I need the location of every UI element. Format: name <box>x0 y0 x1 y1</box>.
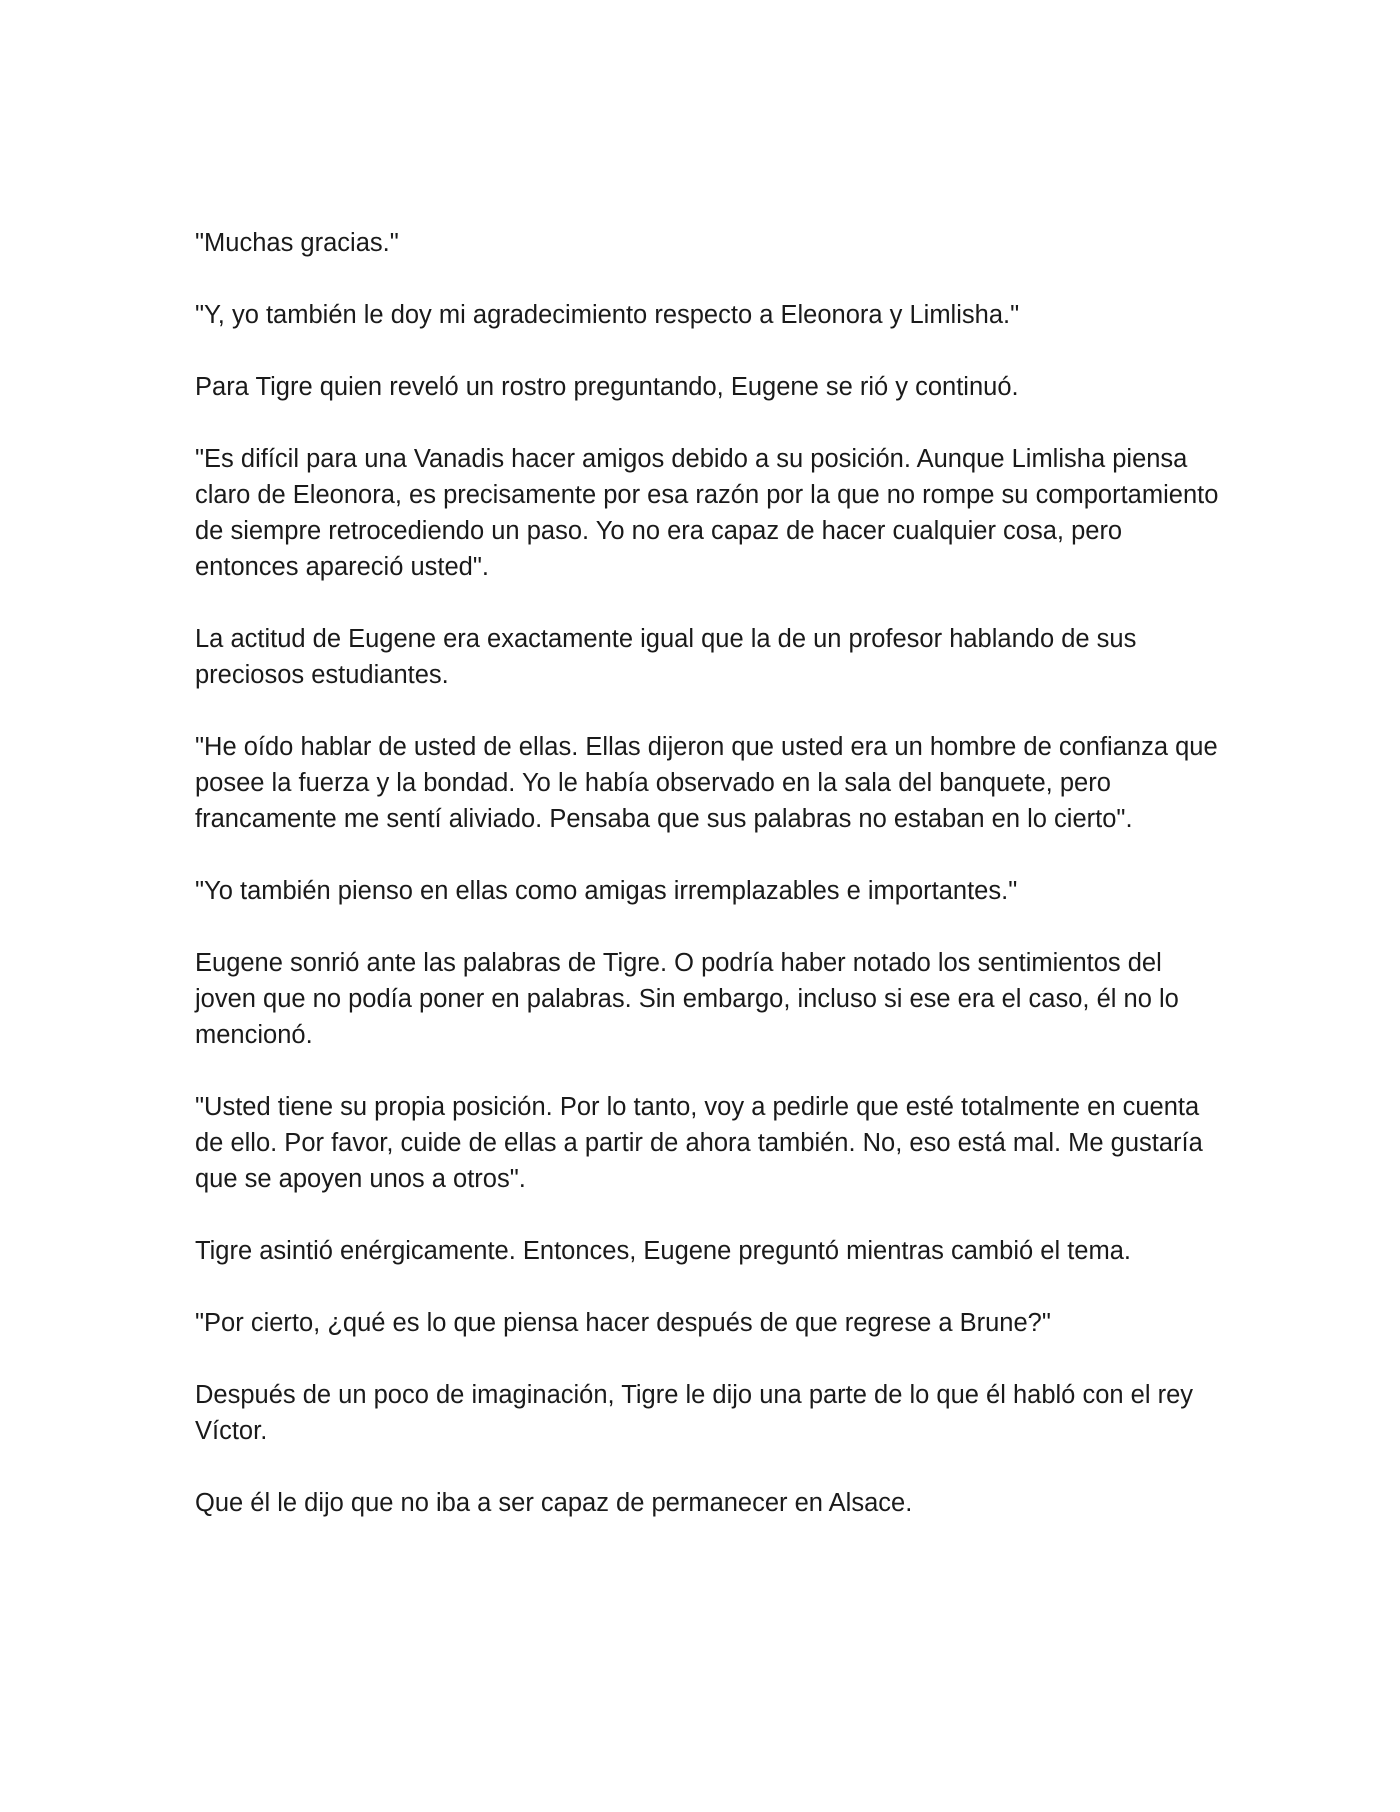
paragraph: Tigre asintió enérgicamente. Entonces, Eugene preguntó mientras cambió el tema. <box>195 1237 1131 1265</box>
paragraph: "Usted tiene su propia posición. Por lo tanto, voy a pedirle que esté totalmente en cuenta de ello. Por favor, cuide de ellas a partir de ahora también. No, eso está mal. Me gustaría que se apoyen unos a otros". <box>195 1093 1203 1193</box>
paragraph: "He oído hablar de usted de ellas. Ellas dijeron que usted era un hombre de confianza que posee la fuerza y la bondad. Yo le había observado en la sala del banquete, pero francamente me sentí aliviado. Pensaba que sus palabras no estaban en lo cierto". <box>195 733 1218 833</box>
paragraph: Eugene sonrió ante las palabras de Tigre. O podría haber notado los sentimientos del joven que no podía poner en palabras. Sin embargo, incluso si ese era el caso, él no lo mencionó. <box>195 949 1179 1049</box>
paragraph: "Y, yo también le doy mi agradecimiento respecto a Eleonora y Limlisha." <box>195 301 1020 329</box>
paragraph: Que él le dijo que no iba a ser capaz de permanecer en Alsace. <box>195 1489 913 1517</box>
paragraph: La actitud de Eugene era exactamente igual que la de un profesor hablando de sus preciosos estudiantes. <box>195 625 1137 689</box>
paragraph: "Muchas gracias." <box>195 229 399 257</box>
paragraph: "Yo también pienso en ellas como amigas irremplazables e importantes." <box>195 877 1018 905</box>
paragraph: "Por cierto, ¿qué es lo que piensa hacer después de que regrese a Brune?" <box>195 1309 1051 1337</box>
document-body <box>195 225 1220 1557</box>
paragraph: Después de un poco de imaginación, Tigre le dijo una parte de lo que él habló con el rey Víctor. <box>195 1381 1193 1445</box>
paragraph: "Es difícil para una Vanadis hacer amigos debido a su posición. Aunque Limlisha piensa claro de Eleonora, es precisamente por esa razón por la que no rompe su comportamiento de siempre retrocediendo un paso. Yo no era capaz de hacer cualquier cosa, pero entonces apareció usted". <box>195 445 1219 581</box>
paragraph: Para Tigre quien reveló un rostro preguntando, Eugene se rió y continuó. <box>195 373 1019 401</box>
